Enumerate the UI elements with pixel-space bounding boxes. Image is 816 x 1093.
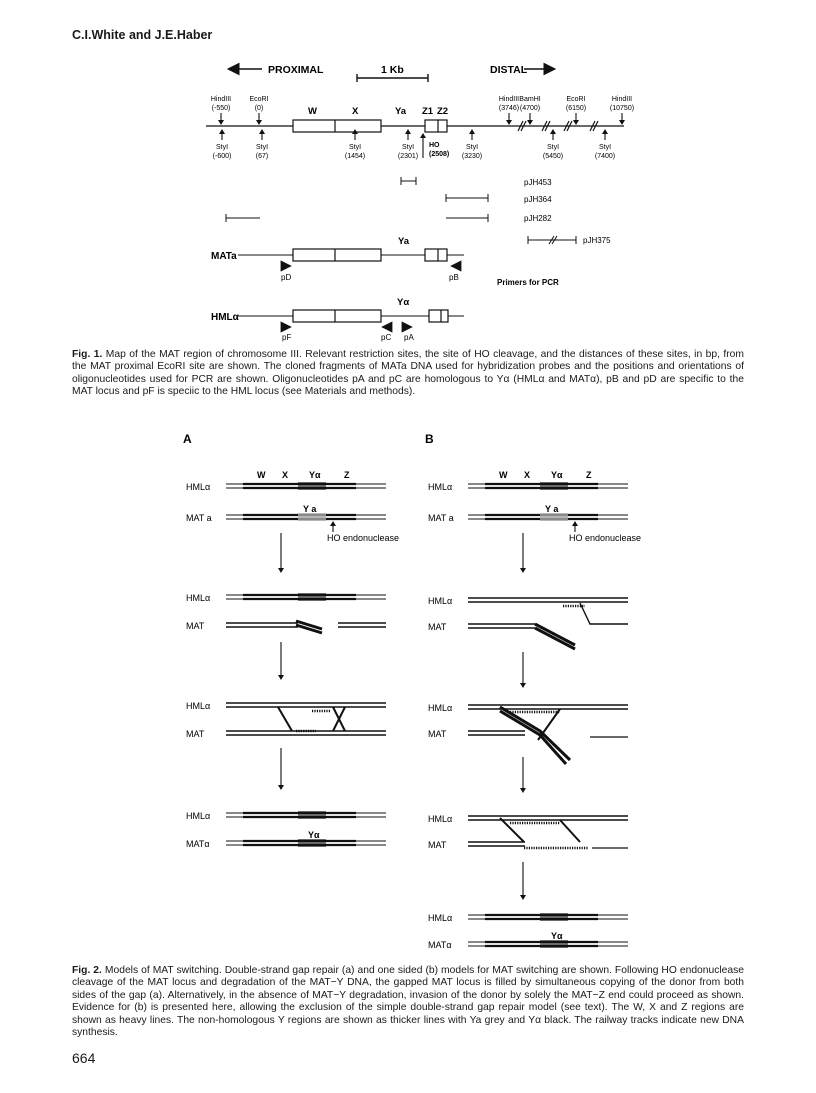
row-label: HMLα (428, 482, 453, 492)
site-name: EcoRI (249, 96, 269, 103)
site-position: (-550) (211, 105, 231, 112)
site-position: (67) (255, 153, 269, 160)
primers-title: Primers for PCR (497, 278, 559, 287)
region-w: W (499, 470, 508, 480)
row-label: MAT (428, 840, 447, 850)
row-label: HMLα (428, 814, 453, 824)
row-label: HMLα (428, 913, 453, 923)
proximal-label: PROXIMAL (268, 64, 324, 76)
site-name: HindIII (210, 96, 232, 103)
caption-label: Fig. 2. (72, 965, 102, 976)
running-header: C.I.White and J.E.Haber (72, 28, 213, 42)
primer-pc: pC (381, 333, 392, 342)
region-x: X (282, 470, 289, 480)
probe-label: pJH282 (524, 214, 552, 223)
site-position: (10750) (609, 105, 635, 112)
probe-label: pJH453 (524, 178, 552, 187)
probe-label: pJH375 (583, 236, 611, 245)
region-yalpha: Yα (309, 470, 321, 480)
panel-b-label: B (425, 432, 434, 446)
region-x: X (352, 106, 359, 117)
ho-site-name: HO (429, 142, 440, 149)
ho-endonuclease-label: HO endonuclease (569, 533, 642, 543)
region-z: Z (344, 470, 350, 480)
panel-a-label: A (183, 432, 192, 446)
region-w: W (257, 470, 266, 480)
row-label: MATα (186, 839, 210, 849)
site-name: BamHI (519, 96, 541, 103)
primer-pa: pA (404, 333, 414, 342)
row-label: MAT (428, 622, 447, 632)
region-x: X (524, 470, 531, 480)
mata-y-label: Ya (398, 236, 410, 247)
region-z: Z (586, 470, 592, 480)
site-position: (3746) (498, 105, 520, 112)
site-name: StyI (465, 144, 479, 151)
site-name: StyI (215, 144, 229, 151)
site-position: (3230) (461, 153, 483, 160)
probe-label: pJH364 (524, 195, 552, 204)
site-name: StyI (348, 144, 362, 151)
region-yalpha: Yα (551, 931, 563, 941)
ho-site-position: (2508) (429, 151, 450, 158)
site-position: (2301) (397, 153, 419, 160)
site-position: (6150) (565, 105, 587, 112)
row-label: HMLα (428, 703, 453, 713)
region-w: W (308, 106, 317, 117)
region-yalpha: Yα (308, 830, 320, 840)
scale-label: 1 Kb (381, 64, 404, 76)
site-position: (1454) (344, 153, 366, 160)
site-position: (5450) (542, 153, 564, 160)
site-name: StyI (546, 144, 560, 151)
site-name: StyI (401, 144, 415, 151)
region-z1: Z1 (422, 106, 434, 117)
row-label: HMLα (186, 593, 211, 603)
row-label: MAT (186, 729, 205, 739)
caption-text: Models of MAT switching. Double-strand gap repair (a) and one sided (b) models for MAT switching are shown. Following HO endonuclease cleavage of the MAT locus and degradation of the MAT−Y DNA, the gapped MAT locus is filled by simultaneous copying of the donor from both sides of the gap (a). Alternatively, in the absence of MAT−Y degradation, invasion of the donor by solely the MAT−Z end could proceed as shown. Evidence for (b) is presented here, allowing the exclusion of the simple double-strand gap repair model (see text). The W, X and Z regions are shown as heavy lines. The non-homologous Y regions are shown as thicker lines with Ya grey and Yα black. The railway tracks indicate new DNA synthesis. (72, 965, 744, 1039)
figure-2-caption (72, 965, 744, 1039)
region-yalpha: Yα (551, 470, 563, 480)
primer-pb: pB (449, 273, 459, 282)
ho-endonuclease-label: HO endonuclease (327, 533, 400, 543)
primer-pf: pF (282, 333, 292, 342)
site-position: (0) (254, 105, 264, 112)
panel-b (428, 470, 641, 950)
region-z2: Z2 (437, 106, 449, 117)
row-label: MAT a (428, 513, 454, 523)
row-label: HMLα (186, 811, 211, 821)
site-name: HindIII (611, 96, 633, 103)
distal-label: DISTAL (490, 64, 528, 76)
hml-y-label: Yα (397, 297, 410, 308)
site-name: StyI (255, 144, 269, 151)
row-label: HMLα (186, 482, 211, 492)
site-position: (-600) (212, 153, 232, 160)
region-ya: Y a (545, 504, 559, 514)
region-ya: Ya (395, 106, 407, 117)
site-name: HindIII (498, 96, 520, 103)
primer-pd: pD (281, 273, 292, 282)
caption-text: Map of the MAT region of chromosome III. Relevant restriction sites, the site of HO cleavage, and the distances of these sites, in bp, from the MAT proximal EcoRI site are shown. The cloned fragments of MATa DNA used for hybridization probes and the positions and orientations of oligonucleotides used for PCR are shown. Oligonucleotides pA and pC are homologous to Yα (HMLα and MATα), pB and pD are specific to the MAT locus and pF is speciic to the HML locus (see Materials and methods). (72, 349, 744, 398)
region-ya: Y a (303, 504, 317, 514)
row-label: MAT (186, 621, 205, 631)
site-name: EcoRI (566, 96, 586, 103)
row-label: MAT a (186, 513, 212, 523)
caption-label: Fig. 1. (72, 349, 103, 360)
row-label: MAT (428, 729, 447, 739)
site-position: (7400) (594, 153, 616, 160)
row-label: MATα (428, 940, 452, 950)
mata-label: MATa (211, 251, 237, 262)
site-name: StyI (598, 144, 612, 151)
row-label: HMLα (428, 596, 453, 606)
panel-a (186, 470, 399, 849)
row-label: HMLα (186, 701, 211, 711)
hml-label: HMLα (211, 312, 239, 323)
page-number: 664 (72, 1050, 96, 1066)
site-position: (4700) (519, 105, 541, 112)
